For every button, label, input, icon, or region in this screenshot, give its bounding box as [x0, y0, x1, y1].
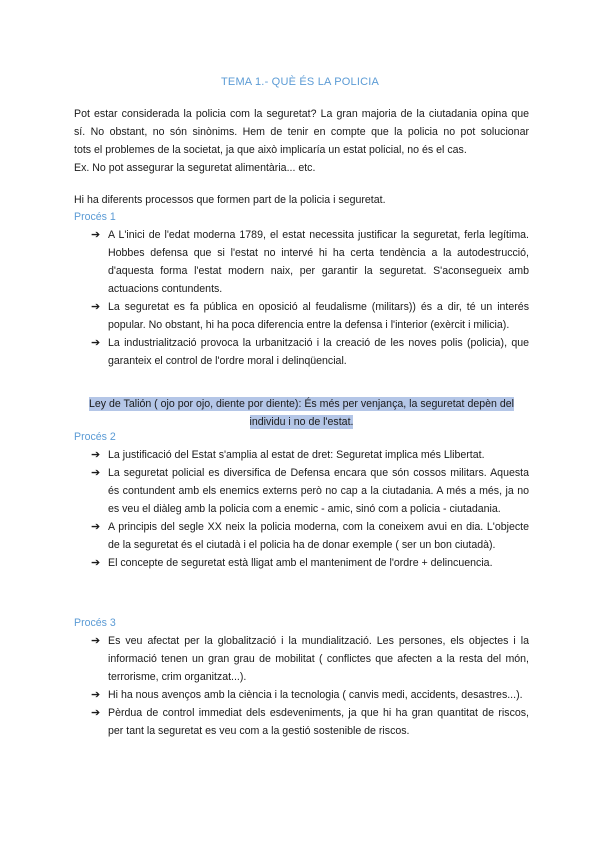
list-item	[74, 704, 529, 740]
arrow-right-icon: ➔	[91, 707, 101, 719]
list-item	[74, 464, 529, 518]
arrow-right-icon: ➔	[91, 635, 101, 647]
arrow-right-icon: ➔	[91, 229, 101, 241]
ley-talion-highlight	[74, 395, 529, 431]
arrow-right-icon: ➔	[91, 449, 101, 461]
list-item	[74, 518, 529, 554]
list-item	[74, 554, 529, 572]
list-item	[74, 632, 529, 686]
list-item-text: La seguretat es fa pública en oposició al feudalisme (militars)) és a dir, té un interés popular. No obstant, hi ha poca diferencia entre la defensa i l'interior (exèrcit i milicia).	[108, 301, 529, 331]
proces-3-section	[74, 614, 529, 740]
list-item	[74, 334, 529, 370]
list-item	[74, 686, 529, 704]
document-title: TEMA 1.- QUÈ ÉS LA POLICIA	[220, 76, 380, 88]
arrow-right-icon: ➔	[91, 301, 101, 313]
proces-3-list	[74, 632, 529, 740]
arrow-right-icon: ➔	[91, 521, 101, 533]
intro-line-1: Pot estar considerada la policia com la seguretat? La gran majoria de la ciutadania opina que	[74, 108, 529, 120]
intro-line-3: tots el problemes de la societat, ja que això implicaría un estat policial, no és el cas.	[74, 144, 467, 156]
highlight-line-1: Ley de Talión ( ojo por ojo, diente por diente): És més per venjança, la seguretat depèn del	[88, 398, 514, 410]
proces-1-section	[74, 208, 529, 370]
intro-line-2: sí. No obstant, no són sinònims. Hem de tenir en compte que la policia no pot solucionar	[74, 126, 529, 138]
list-item-text: A principis del segle XX neix la policia moderna, com la coneixem avui en dia. L'objecte de la seguretat és el ciutadà i el policia ha de donar exemple ( ser un bon ciutadà).	[108, 521, 529, 551]
list-item-text: La industrialització provoca la urbanització i la creació de les noves polis (policia), que garanteix el control de l'ordre moral i delinqüencial.	[108, 337, 529, 367]
list-item-text: La seguretat policial es diversifica de Defensa encara que són cossos militars. Aquesta és contundent amb els enemics externs però no cap a la ciutadania. A més a més, ja no es veu el diàleg amb la policia com a enemic - amic, sinó com a policia - ciutadania.	[108, 467, 529, 515]
list-item-text: El concepte de seguretat està lligat amb el manteniment de l'ordre + delincuencia.	[108, 557, 493, 569]
proces-2-list	[74, 446, 529, 572]
list-item-text: Es veu afectat per la globalització i la mundialització. Les persones, els objectes i la informació tenen un gran grau de mobilitat ( conflictes que afecten a la resta del món, terrorisme, crim organitzat...).	[108, 635, 529, 683]
intro-line-4: Ex. No pot assegurar la seguretat alimentària... etc.	[74, 162, 316, 174]
list-item	[74, 298, 529, 334]
proces-1-list	[74, 226, 529, 370]
list-item-text: A L'inici de l'edat moderna 1789, el estat necessita justificar la seguretat, ferla legítima. Hobbes defensa que si l'estat no intervé hi ha certa tendència a la autodestrucció, d'aquesta forma l'estat modern naix, per garantir la seguretat. S'aconsegueix amb actuacions contundents.	[108, 229, 529, 295]
processes-intro: Hi ha diferents processos que formen part de la policia i seguretat.	[74, 194, 386, 206]
proces-1-heading: Procés 1	[74, 211, 116, 223]
list-item	[74, 226, 529, 298]
proces-2-heading: Procés 2	[74, 431, 116, 443]
arrow-right-icon: ➔	[91, 337, 101, 349]
arrow-right-icon: ➔	[91, 689, 101, 701]
arrow-right-icon: ➔	[91, 467, 101, 479]
list-item	[74, 446, 529, 464]
intro-paragraph	[74, 105, 529, 177]
proces-2-section	[74, 428, 529, 572]
list-item-text: Hi ha nous avenços amb la ciència i la tecnologia ( canvis medi, accidents, desastres...).	[108, 689, 523, 701]
arrow-right-icon: ➔	[91, 557, 101, 569]
list-item-text: La justificació del Estat s'amplia al estat de dret: Seguretat implica més Llibertat.	[108, 449, 485, 461]
proces-3-heading: Procés 3	[74, 617, 116, 629]
list-item-text: Pèrdua de control immediat dels esdeveniments, ja que hi ha gran quantitat de riscos, per tant la seguretat es veu com a la gestió sostenible de riscos.	[108, 707, 529, 737]
highlight-line-2: individu i no de l'estat.	[249, 416, 354, 428]
